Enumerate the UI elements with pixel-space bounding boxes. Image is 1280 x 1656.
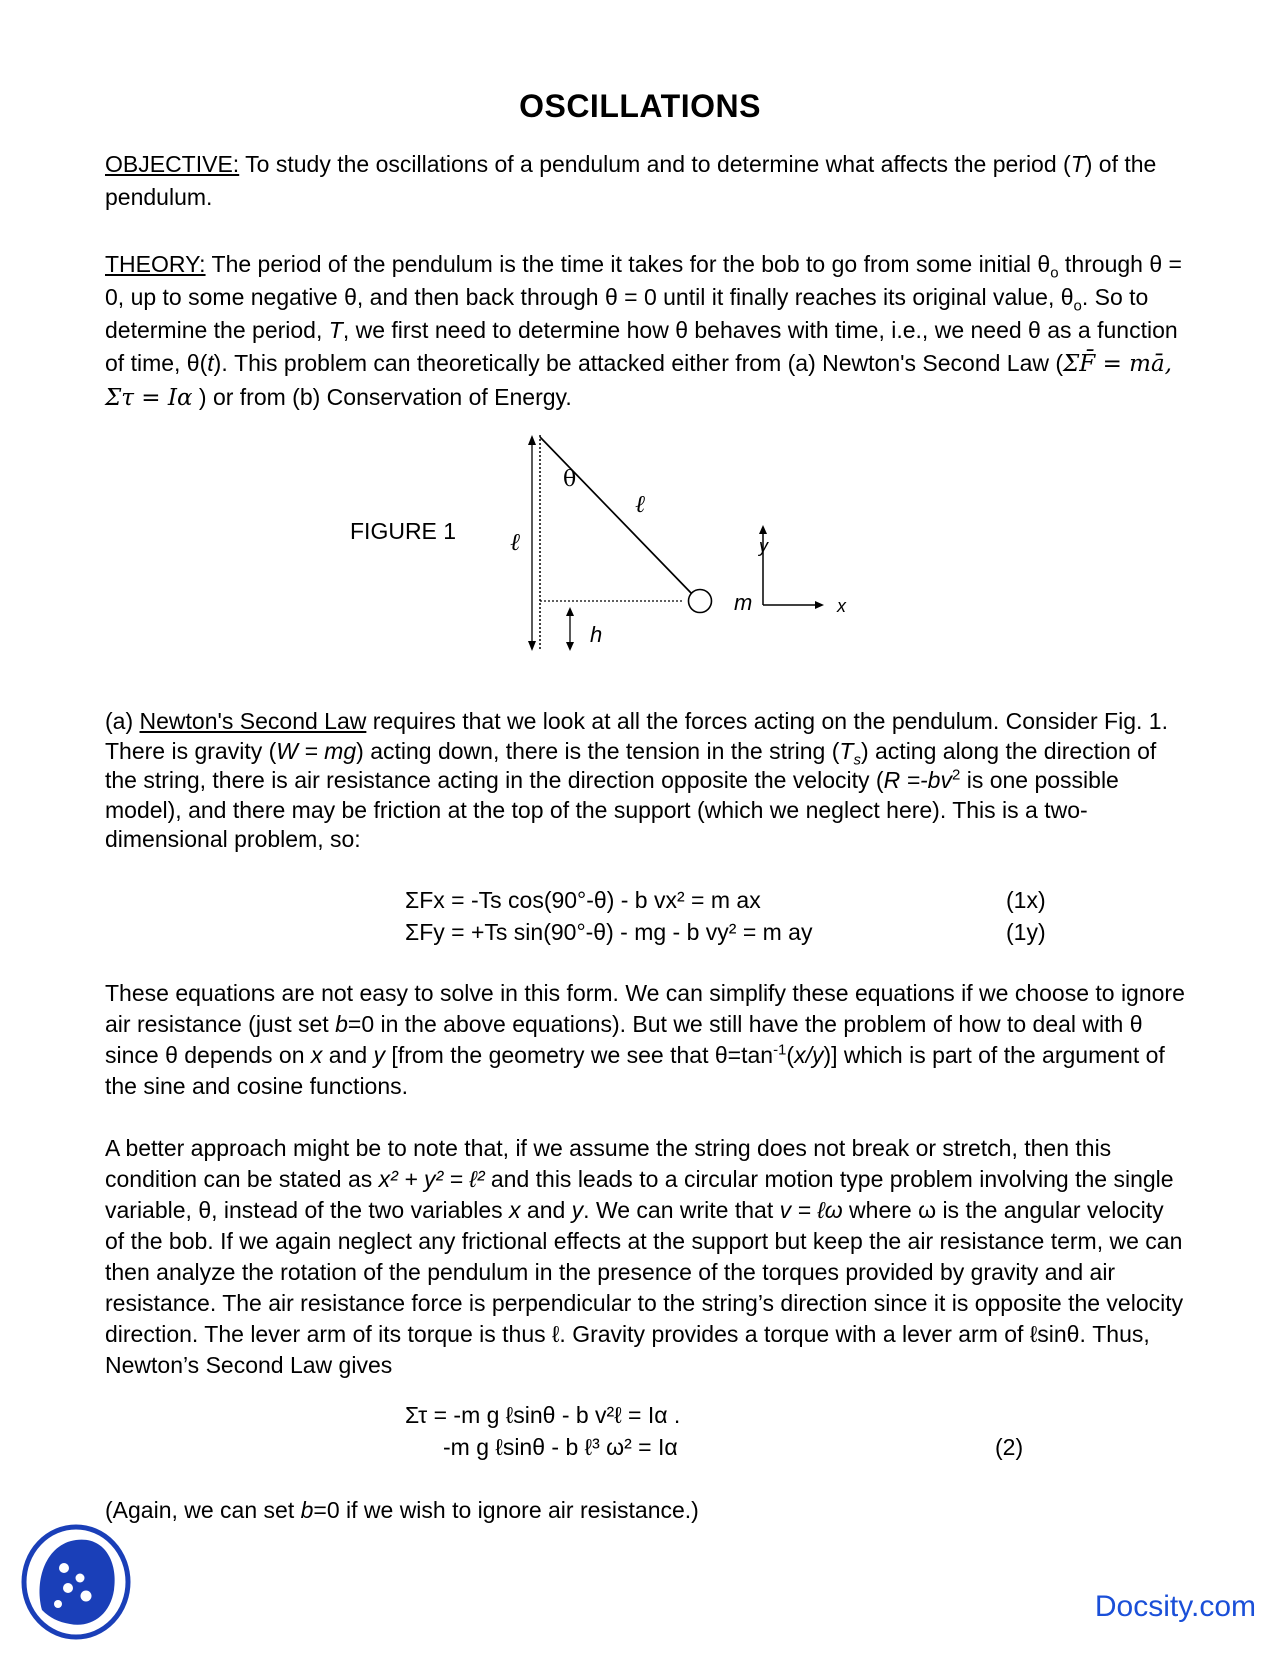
equation-2a: Στ = -m g ℓsinθ - b v²ℓ = Iα .: [405, 1402, 681, 1428]
simplify-text-1: These equations are not easy to solve in this form. We can simplify these equations if we choose to ignore air resistance (just set: [105, 980, 1185, 1037]
better-text-2: and this leads to a circular motion type problem involving the single variable, θ, instead of the two variables: [105, 1166, 1174, 1223]
objective-label: OBJECTIVE:: [105, 151, 240, 177]
newton-text-3: ) acting along the direction of the string, there is air resistance acting in the direction opposite the velocity (: [105, 737, 1157, 793]
theory-text-5: ). This problem can theoretically be attacked either from (a) Newton's Second Law (: [213, 350, 1064, 376]
theory-text-3: . So to determine the period,: [105, 284, 1149, 343]
theory-paragraph: [105, 248, 1185, 415]
b-symbol-2: b: [300, 1497, 314, 1523]
pendulum-bob: [689, 590, 712, 613]
tension-symbol: T: [839, 737, 854, 764]
period-symbol-2: T: [328, 317, 343, 343]
objective-paragraph: [105, 148, 1185, 214]
theory-text-2: through θ = 0, up to some negative θ, and then back through θ = 0 until it finally reaches its original value, θ: [105, 251, 1182, 310]
equation-2-number: (2): [995, 1434, 1024, 1460]
drag-equation: R =-bv: [883, 767, 952, 793]
and-text: and: [322, 1042, 374, 1068]
again-paragraph: [105, 1494, 1185, 1527]
y-symbol-2: y: [571, 1197, 584, 1223]
pendulum-string: [540, 437, 693, 595]
side-length-label: ℓ: [510, 528, 520, 556]
newton-inline-equation: ΣF̄ = mā, Στ = Iα: [105, 351, 1172, 411]
inverse-exponent: -1: [773, 1041, 787, 1059]
weight-equation: W = mg: [276, 737, 357, 764]
theta-label: θ: [563, 467, 577, 492]
theory-text-4: , we first need to determine how θ behaves with time, i.e., we need θ as a function of time, θ(: [105, 317, 1178, 376]
simplify-text-5: )] which is part of the argument of the sine and cosine functions.: [105, 1042, 1165, 1099]
paren-open: (: [786, 1042, 795, 1068]
better-text-1: A better approach might be to note that, if we assume the string does not break or stretch, then this condition can be stated as: [105, 1135, 1112, 1192]
docsity-logo-icon: [20, 1520, 132, 1640]
velocity-equation: v = ℓω: [779, 1197, 843, 1223]
newton-paragraph: [105, 707, 1185, 855]
y-axis-label: y: [759, 536, 768, 556]
newton-text-4: is one possible model), and there may be friction at the top of the support (which we neglect here). This is a two-dimensional problem, so:: [105, 767, 1119, 852]
equation-1y: ΣFy = +Ts sin(90°-θ) - mg - b vy² = m ay: [405, 919, 813, 945]
simplify-text-2: =0 in the above equations). But we still have the problem of how to deal with θ since θ depends on: [105, 1011, 1143, 1068]
constraint-equation: x² + y² = ℓ²: [378, 1166, 485, 1192]
height-label: h: [590, 622, 603, 647]
mass-label: m: [734, 590, 753, 615]
equation-2b: -m g ℓsinθ - b ℓ³ ω² = Iα: [443, 1434, 678, 1460]
time-symbol: t: [207, 350, 214, 376]
newton-prefix: (a): [105, 708, 140, 734]
docsity-brand-link[interactable]: Docsity.com: [1094, 1590, 1256, 1623]
newton-text-1: requires that we look at all the forces acting on the pendulum. Consider Fig. 1. There is gravity (: [105, 708, 1168, 764]
theory-text-6: ) or from (b) Conservation of Energy.: [192, 384, 572, 410]
theory-label: THEORY:: [105, 251, 206, 277]
tension-sub: s: [853, 751, 861, 769]
pendulum-figure: [500, 425, 860, 660]
x-symbol-2: x: [509, 1197, 521, 1223]
string-length-label: ℓ: [635, 490, 645, 518]
better-approach-paragraph: [105, 1133, 1185, 1381]
objective-text-end: ) of the pendulum.: [105, 151, 1157, 210]
theta-sub: o: [1050, 264, 1059, 282]
again-text-1: (Again, we can set: [105, 1497, 301, 1523]
drag-exponent: 2: [951, 766, 961, 784]
newton-text-2: ) acting down, there is the tension in the string (: [356, 737, 840, 764]
objective-text: To study the oscillations of a pendulum and to determine what affects the period (: [239, 151, 1071, 177]
newton-law-heading: Newton's Second Law: [139, 708, 367, 734]
figure-label: FIGURE 1: [350, 518, 457, 544]
again-text-2: =0 if we wish to ignore air resistance.): [313, 1497, 699, 1523]
b-symbol: b: [335, 1011, 348, 1037]
simplify-text-3: [from the geometry we see that θ=tan: [385, 1042, 774, 1068]
x-axis-label: x: [837, 596, 846, 616]
theta-sub-2: o: [1073, 297, 1082, 315]
equation-1y-number: (1y): [1006, 919, 1046, 945]
better-text-3: . We can write that: [583, 1197, 780, 1223]
better-text-4: where ω is the angular velocity of the bob. If we again neglect any frictional effects at the support but keep the air resistance term, we can then analyze the rotation of the pendulum in the presence of the torques provided by gravity and air resistance. The air resistance force is perpendicular to the string’s direction since it is opposite the velocity direction. The lever arm of its torque is thus ℓ. Gravity provides a torque with a lever arm of ℓsinθ. Thus, Newton’s Second Law gives: [105, 1197, 1184, 1378]
ratio-symbol: x/y: [794, 1042, 824, 1068]
y-symbol: y: [373, 1042, 386, 1068]
x-symbol: x: [310, 1042, 323, 1068]
equation-1x: ΣFx = -Ts cos(90°-θ) - b vx² = m ax: [405, 887, 761, 913]
equation-1x-number: (1x): [1006, 887, 1046, 913]
length-arrow-top: [528, 435, 536, 445]
period-symbol: T: [1070, 151, 1085, 177]
and-text-2: and: [520, 1197, 572, 1223]
theory-text-1: The period of the pendulum is the time it takes for the bob to go from some initial θ: [205, 251, 1051, 277]
page-title: OSCILLATIONS: [519, 88, 761, 124]
simplify-paragraph: [105, 978, 1185, 1102]
length-arrow-bottom: [528, 641, 536, 651]
